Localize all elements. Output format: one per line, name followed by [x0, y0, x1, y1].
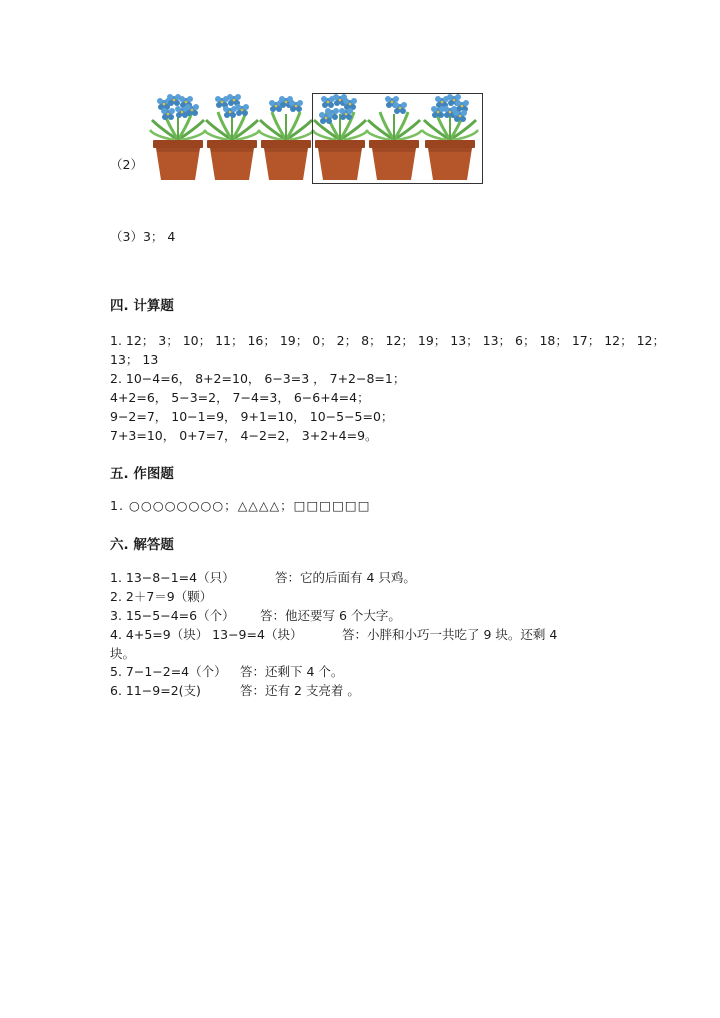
triangles-row: △△△△	[237, 498, 281, 513]
answer-3-text: 答：他还要写 6 个大字。	[260, 608, 401, 623]
flower-pot-1	[150, 94, 206, 180]
answer-5-text: 答：还剩下 4 个。	[240, 664, 344, 679]
answer-6-text: 答：还有 2 支亮着 。	[240, 683, 360, 698]
answer-4-text: 答：小胖和小巧一共吃了 9 块。还剩 4	[342, 627, 558, 642]
section4-line: 7+3=10， 0+7=7， 4−2=2， 3+2+4=9。	[110, 428, 378, 443]
q2-label: （2）	[110, 157, 143, 172]
section4-line: 9−2=7， 10−1=9， 9+1=10， 10−5−5=0；	[110, 409, 394, 424]
circles-row: ○○○○○○○○	[128, 498, 225, 513]
section4-line: 13； 13	[110, 352, 159, 367]
answer-2-calc: 2. 2＋7＝9（颗）	[110, 589, 213, 604]
answer-prefix: 1.	[110, 498, 129, 513]
grouping-box	[312, 93, 483, 184]
answer-3-calc: 3. 15−5−4=6（个）	[110, 608, 235, 623]
answer-1-calc: 1. 13−8−1=4（只）	[110, 570, 235, 585]
squares-row: □□□□□□	[293, 498, 371, 513]
section4-line: 4+2=6， 5−3=2， 7−4=3， 6−6+4=4；	[110, 390, 370, 405]
section5-answer	[110, 496, 371, 515]
flower-pot-2	[204, 94, 260, 180]
section5-heading: 五. 作图题	[110, 466, 174, 482]
answer-6-calc: 6. 11−9=2(支)	[110, 683, 201, 698]
flower-pot-3	[258, 96, 314, 180]
section4-line: 2. 10−4=6， 8+2=10， 6−3=3 ， 7+2−8=1；	[110, 371, 406, 386]
q3-answer: （3）3； 4	[110, 229, 176, 244]
separator: ；	[280, 498, 294, 513]
answer-4-continued: 块。	[110, 646, 136, 661]
section6-heading: 六. 解答题	[110, 537, 174, 553]
answer-1-text: 答：它的后面有 4 只鸡。	[275, 570, 416, 585]
section4-line: 1. 12； 3； 10； 11； 16； 19； 0； 2； 8； 12； 19； 13； 13； 6； 18； 17； 12； 12；	[110, 333, 665, 348]
separator: ；	[224, 498, 238, 513]
section4-heading: 四. 计算题	[110, 298, 174, 314]
answer-4-calc: 4. 4+5=9（块） 13−9=4（块）	[110, 627, 303, 642]
answer-5-calc: 5. 7−1−2=4（个）	[110, 664, 227, 679]
